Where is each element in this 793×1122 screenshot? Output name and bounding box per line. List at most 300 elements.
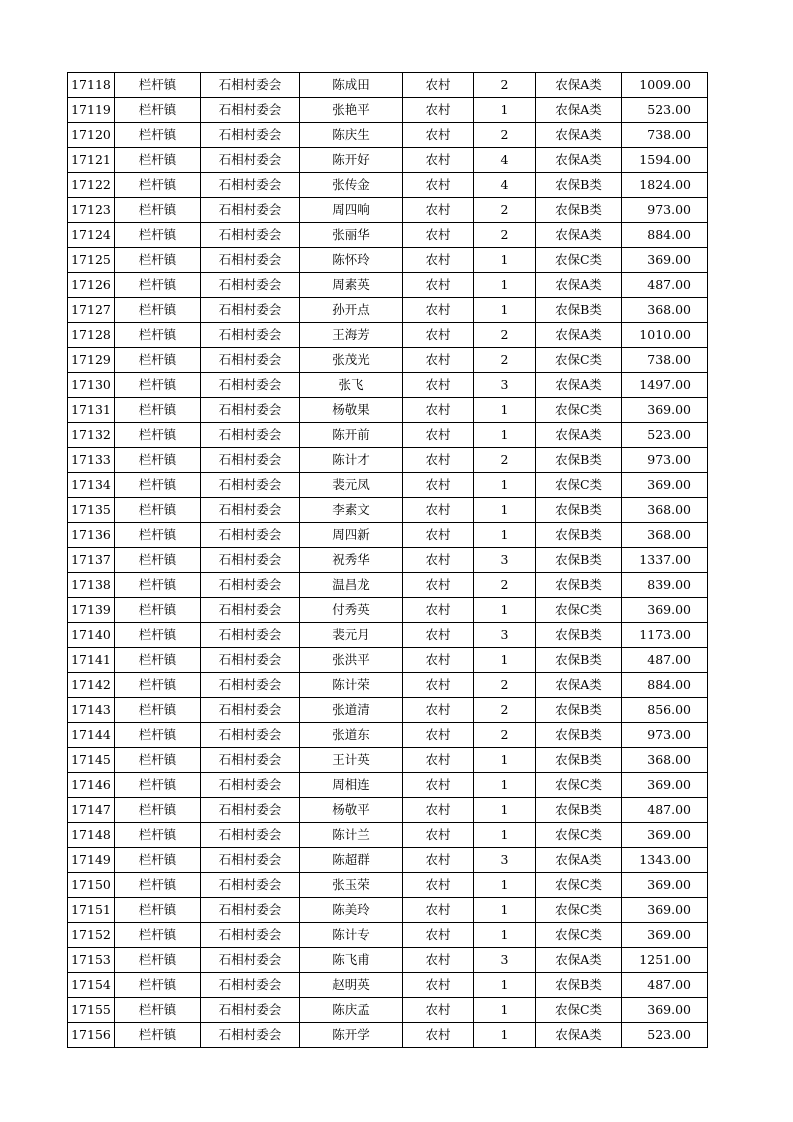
- member-count-cell: 1: [474, 648, 536, 673]
- member-count-cell: 1: [474, 398, 536, 423]
- name-cell: 孙开点: [300, 298, 403, 323]
- member-count-cell: 2: [474, 198, 536, 223]
- insurance-category-cell: 农保B类: [536, 498, 622, 523]
- village-cell: 石相村委会: [201, 273, 300, 298]
- member-count-cell: 1: [474, 98, 536, 123]
- member-count-cell: 2: [474, 123, 536, 148]
- village-cell: 石相村委会: [201, 398, 300, 423]
- household-type-cell: 农村: [403, 873, 474, 898]
- insurance-category-cell: 农保B类: [536, 723, 622, 748]
- table-row: [68, 598, 708, 623]
- household-type-cell: 农村: [403, 973, 474, 998]
- insurance-category-cell: 农保B类: [536, 523, 622, 548]
- name-cell: 周四新: [300, 523, 403, 548]
- table-row: [68, 173, 708, 198]
- record-id-cell: 17133: [68, 448, 115, 473]
- household-type-cell: 农村: [403, 573, 474, 598]
- member-count-cell: 3: [474, 548, 536, 573]
- village-cell: 石相村委会: [201, 573, 300, 598]
- insurance-category-cell: 农保B类: [536, 973, 622, 998]
- insurance-category-cell: 农保B类: [536, 198, 622, 223]
- record-id-cell: 17155: [68, 998, 115, 1023]
- record-id-cell: 17148: [68, 823, 115, 848]
- table-row: [68, 423, 708, 448]
- household-type-cell: 农村: [403, 473, 474, 498]
- household-type-cell: 农村: [403, 998, 474, 1023]
- name-cell: 温昌龙: [300, 573, 403, 598]
- record-id-cell: 17154: [68, 973, 115, 998]
- amount-cell: 1343.00: [622, 848, 708, 873]
- household-type-cell: 农村: [403, 948, 474, 973]
- table-row: [68, 148, 708, 173]
- amount-cell: 369.00: [622, 398, 708, 423]
- record-id-cell: 17141: [68, 648, 115, 673]
- record-id-cell: 17137: [68, 548, 115, 573]
- member-count-cell: 3: [474, 623, 536, 648]
- name-cell: 张道东: [300, 723, 403, 748]
- insurance-category-cell: 农保C类: [536, 773, 622, 798]
- record-id-cell: 17121: [68, 148, 115, 173]
- village-cell: 石相村委会: [201, 373, 300, 398]
- insurance-category-cell: 农保B类: [536, 648, 622, 673]
- member-count-cell: 4: [474, 148, 536, 173]
- amount-cell: 523.00: [622, 1023, 708, 1048]
- member-count-cell: 1: [474, 773, 536, 798]
- village-cell: 石相村委会: [201, 873, 300, 898]
- member-count-cell: 1: [474, 523, 536, 548]
- name-cell: 陈超群: [300, 848, 403, 873]
- member-count-cell: 1: [474, 873, 536, 898]
- amount-cell: 368.00: [622, 748, 708, 773]
- amount-cell: 487.00: [622, 798, 708, 823]
- member-count-cell: 1: [474, 598, 536, 623]
- village-cell: 石相村委会: [201, 948, 300, 973]
- town-cell: 栏杆镇: [115, 98, 201, 123]
- town-cell: 栏杆镇: [115, 223, 201, 248]
- member-count-cell: 1: [474, 973, 536, 998]
- amount-cell: 369.00: [622, 248, 708, 273]
- village-cell: 石相村委会: [201, 1023, 300, 1048]
- insurance-category-cell: 农保C类: [536, 998, 622, 1023]
- town-cell: 栏杆镇: [115, 298, 201, 323]
- town-cell: 栏杆镇: [115, 573, 201, 598]
- town-cell: 栏杆镇: [115, 523, 201, 548]
- amount-cell: 1173.00: [622, 623, 708, 648]
- village-cell: 石相村委会: [201, 973, 300, 998]
- member-count-cell: 3: [474, 948, 536, 973]
- amount-cell: 369.00: [622, 998, 708, 1023]
- benefit-table: [67, 72, 708, 1048]
- amount-cell: 369.00: [622, 598, 708, 623]
- table-row: [68, 923, 708, 948]
- amount-cell: 856.00: [622, 698, 708, 723]
- record-id-cell: 17123: [68, 198, 115, 223]
- town-cell: 栏杆镇: [115, 548, 201, 573]
- member-count-cell: 1: [474, 298, 536, 323]
- name-cell: 张茂光: [300, 348, 403, 373]
- record-id-cell: 17149: [68, 848, 115, 873]
- village-cell: 石相村委会: [201, 773, 300, 798]
- village-cell: 石相村委会: [201, 248, 300, 273]
- member-count-cell: 1: [474, 898, 536, 923]
- amount-cell: 368.00: [622, 523, 708, 548]
- village-cell: 石相村委会: [201, 823, 300, 848]
- name-cell: 陈计兰: [300, 823, 403, 848]
- village-cell: 石相村委会: [201, 198, 300, 223]
- town-cell: 栏杆镇: [115, 873, 201, 898]
- household-type-cell: 农村: [403, 898, 474, 923]
- village-cell: 石相村委会: [201, 473, 300, 498]
- amount-cell: 884.00: [622, 673, 708, 698]
- record-id-cell: 17138: [68, 573, 115, 598]
- town-cell: 栏杆镇: [115, 948, 201, 973]
- amount-cell: 487.00: [622, 973, 708, 998]
- member-count-cell: 1: [474, 1023, 536, 1048]
- name-cell: 陈计专: [300, 923, 403, 948]
- village-cell: 石相村委会: [201, 898, 300, 923]
- table-row: [68, 498, 708, 523]
- name-cell: 杨敬果: [300, 398, 403, 423]
- household-type-cell: 农村: [403, 448, 474, 473]
- record-id-cell: 17139: [68, 598, 115, 623]
- amount-cell: 487.00: [622, 648, 708, 673]
- record-id-cell: 17152: [68, 923, 115, 948]
- record-id-cell: 17129: [68, 348, 115, 373]
- village-cell: 石相村委会: [201, 648, 300, 673]
- table-row: [68, 623, 708, 648]
- town-cell: 栏杆镇: [115, 248, 201, 273]
- amount-cell: 1251.00: [622, 948, 708, 973]
- record-id-cell: 17131: [68, 398, 115, 423]
- record-id-cell: 17147: [68, 798, 115, 823]
- member-count-cell: 2: [474, 673, 536, 698]
- name-cell: 张丽华: [300, 223, 403, 248]
- town-cell: 栏杆镇: [115, 173, 201, 198]
- household-type-cell: 农村: [403, 523, 474, 548]
- member-count-cell: 1: [474, 423, 536, 448]
- insurance-category-cell: 农保A类: [536, 848, 622, 873]
- insurance-category-cell: 农保B类: [536, 298, 622, 323]
- village-cell: 石相村委会: [201, 698, 300, 723]
- table-row: [68, 873, 708, 898]
- name-cell: 张飞: [300, 373, 403, 398]
- town-cell: 栏杆镇: [115, 673, 201, 698]
- record-id-cell: 17143: [68, 698, 115, 723]
- record-id-cell: 17146: [68, 773, 115, 798]
- household-type-cell: 农村: [403, 923, 474, 948]
- town-cell: 栏杆镇: [115, 123, 201, 148]
- insurance-category-cell: 农保A类: [536, 323, 622, 348]
- table-row: [68, 823, 708, 848]
- table-row: [68, 948, 708, 973]
- town-cell: 栏杆镇: [115, 723, 201, 748]
- name-cell: 陈计荣: [300, 673, 403, 698]
- amount-cell: 884.00: [622, 223, 708, 248]
- town-cell: 栏杆镇: [115, 773, 201, 798]
- amount-cell: 839.00: [622, 573, 708, 598]
- village-cell: 石相村委会: [201, 723, 300, 748]
- member-count-cell: 4: [474, 173, 536, 198]
- town-cell: 栏杆镇: [115, 973, 201, 998]
- insurance-category-cell: 农保A类: [536, 73, 622, 98]
- member-count-cell: 1: [474, 748, 536, 773]
- insurance-category-cell: 农保A类: [536, 673, 622, 698]
- amount-cell: 487.00: [622, 273, 708, 298]
- member-count-cell: 2: [474, 348, 536, 373]
- household-type-cell: 农村: [403, 698, 474, 723]
- amount-cell: 369.00: [622, 873, 708, 898]
- table-row: [68, 1023, 708, 1048]
- table-row: [68, 573, 708, 598]
- record-id-cell: 17124: [68, 223, 115, 248]
- table-row: [68, 123, 708, 148]
- amount-cell: 369.00: [622, 823, 708, 848]
- table-row: [68, 548, 708, 573]
- village-cell: 石相村委会: [201, 748, 300, 773]
- member-count-cell: 1: [474, 248, 536, 273]
- amount-cell: 1337.00: [622, 548, 708, 573]
- name-cell: 张洪平: [300, 648, 403, 673]
- name-cell: 周四响: [300, 198, 403, 223]
- name-cell: 张传金: [300, 173, 403, 198]
- table-row: [68, 373, 708, 398]
- name-cell: 张艳平: [300, 98, 403, 123]
- village-cell: 石相村委会: [201, 348, 300, 373]
- town-cell: 栏杆镇: [115, 748, 201, 773]
- record-id-cell: 17130: [68, 373, 115, 398]
- village-cell: 石相村委会: [201, 298, 300, 323]
- table-row: [68, 273, 708, 298]
- village-cell: 石相村委会: [201, 98, 300, 123]
- household-type-cell: 农村: [403, 298, 474, 323]
- insurance-category-cell: 农保C类: [536, 348, 622, 373]
- village-cell: 石相村委会: [201, 848, 300, 873]
- insurance-category-cell: 农保B类: [536, 623, 622, 648]
- household-type-cell: 农村: [403, 648, 474, 673]
- household-type-cell: 农村: [403, 1023, 474, 1048]
- insurance-category-cell: 农保B类: [536, 573, 622, 598]
- village-cell: 石相村委会: [201, 448, 300, 473]
- household-type-cell: 农村: [403, 548, 474, 573]
- name-cell: 张道清: [300, 698, 403, 723]
- household-type-cell: 农村: [403, 323, 474, 348]
- insurance-category-cell: 农保A类: [536, 98, 622, 123]
- town-cell: 栏杆镇: [115, 698, 201, 723]
- household-type-cell: 农村: [403, 823, 474, 848]
- household-type-cell: 农村: [403, 98, 474, 123]
- insurance-category-cell: 农保C类: [536, 923, 622, 948]
- member-count-cell: 1: [474, 923, 536, 948]
- table-row: [68, 973, 708, 998]
- member-count-cell: 3: [474, 848, 536, 873]
- village-cell: 石相村委会: [201, 623, 300, 648]
- record-id-cell: 17132: [68, 423, 115, 448]
- name-cell: 周相连: [300, 773, 403, 798]
- village-cell: 石相村委会: [201, 673, 300, 698]
- member-count-cell: 2: [474, 573, 536, 598]
- village-cell: 石相村委会: [201, 548, 300, 573]
- town-cell: 栏杆镇: [115, 448, 201, 473]
- household-type-cell: 农村: [403, 423, 474, 448]
- name-cell: 王计英: [300, 748, 403, 773]
- household-type-cell: 农村: [403, 173, 474, 198]
- record-id-cell: 17135: [68, 498, 115, 523]
- record-id-cell: 17156: [68, 1023, 115, 1048]
- table-row: [68, 848, 708, 873]
- insurance-category-cell: 农保A类: [536, 223, 622, 248]
- household-type-cell: 农村: [403, 598, 474, 623]
- town-cell: 栏杆镇: [115, 623, 201, 648]
- member-count-cell: 2: [474, 223, 536, 248]
- amount-cell: 369.00: [622, 923, 708, 948]
- amount-cell: 973.00: [622, 198, 708, 223]
- village-cell: 石相村委会: [201, 123, 300, 148]
- amount-cell: 973.00: [622, 723, 708, 748]
- amount-cell: 1010.00: [622, 323, 708, 348]
- amount-cell: 369.00: [622, 473, 708, 498]
- insurance-category-cell: 农保A类: [536, 1023, 622, 1048]
- table-row: [68, 798, 708, 823]
- record-id-cell: 17118: [68, 73, 115, 98]
- household-type-cell: 农村: [403, 673, 474, 698]
- town-cell: 栏杆镇: [115, 73, 201, 98]
- amount-cell: 738.00: [622, 348, 708, 373]
- record-id-cell: 17151: [68, 898, 115, 923]
- household-type-cell: 农村: [403, 73, 474, 98]
- insurance-category-cell: 农保A类: [536, 148, 622, 173]
- town-cell: 栏杆镇: [115, 848, 201, 873]
- member-count-cell: 2: [474, 73, 536, 98]
- household-type-cell: 农村: [403, 848, 474, 873]
- village-cell: 石相村委会: [201, 998, 300, 1023]
- table-row: [68, 748, 708, 773]
- village-cell: 石相村委会: [201, 498, 300, 523]
- town-cell: 栏杆镇: [115, 598, 201, 623]
- record-id-cell: 17140: [68, 623, 115, 648]
- table-row: [68, 723, 708, 748]
- table-row: [68, 698, 708, 723]
- town-cell: 栏杆镇: [115, 998, 201, 1023]
- village-cell: 石相村委会: [201, 148, 300, 173]
- record-id-cell: 17128: [68, 323, 115, 348]
- household-type-cell: 农村: [403, 498, 474, 523]
- amount-cell: 369.00: [622, 773, 708, 798]
- household-type-cell: 农村: [403, 223, 474, 248]
- insurance-category-cell: 农保B类: [536, 448, 622, 473]
- town-cell: 栏杆镇: [115, 148, 201, 173]
- name-cell: 周素英: [300, 273, 403, 298]
- insurance-category-cell: 农保A类: [536, 948, 622, 973]
- table-row: [68, 223, 708, 248]
- record-id-cell: 17120: [68, 123, 115, 148]
- table-row: [68, 298, 708, 323]
- village-cell: 石相村委会: [201, 523, 300, 548]
- record-id-cell: 17119: [68, 98, 115, 123]
- table-row: [68, 248, 708, 273]
- member-count-cell: 2: [474, 323, 536, 348]
- amount-cell: 369.00: [622, 898, 708, 923]
- member-count-cell: 1: [474, 273, 536, 298]
- town-cell: 栏杆镇: [115, 398, 201, 423]
- insurance-category-cell: 农保C类: [536, 823, 622, 848]
- record-id-cell: 17150: [68, 873, 115, 898]
- insurance-category-cell: 农保A类: [536, 123, 622, 148]
- town-cell: 栏杆镇: [115, 648, 201, 673]
- town-cell: 栏杆镇: [115, 198, 201, 223]
- village-cell: 石相村委会: [201, 223, 300, 248]
- name-cell: 付秀英: [300, 598, 403, 623]
- household-type-cell: 农村: [403, 148, 474, 173]
- town-cell: 栏杆镇: [115, 348, 201, 373]
- table-row: [68, 98, 708, 123]
- table-row: [68, 198, 708, 223]
- table-row: [68, 323, 708, 348]
- member-count-cell: 3: [474, 373, 536, 398]
- town-cell: 栏杆镇: [115, 798, 201, 823]
- record-id-cell: 17142: [68, 673, 115, 698]
- name-cell: 陈庆生: [300, 123, 403, 148]
- village-cell: 石相村委会: [201, 73, 300, 98]
- record-id-cell: 17122: [68, 173, 115, 198]
- household-type-cell: 农村: [403, 198, 474, 223]
- member-count-cell: 1: [474, 498, 536, 523]
- village-cell: 石相村委会: [201, 423, 300, 448]
- insurance-category-cell: 农保A类: [536, 423, 622, 448]
- amount-cell: 1824.00: [622, 173, 708, 198]
- household-type-cell: 农村: [403, 723, 474, 748]
- record-id-cell: 17144: [68, 723, 115, 748]
- insurance-category-cell: 农保A类: [536, 273, 622, 298]
- record-id-cell: 17125: [68, 248, 115, 273]
- household-type-cell: 农村: [403, 773, 474, 798]
- insurance-category-cell: 农保C类: [536, 873, 622, 898]
- insurance-category-cell: 农保C类: [536, 898, 622, 923]
- record-id-cell: 17153: [68, 948, 115, 973]
- town-cell: 栏杆镇: [115, 923, 201, 948]
- town-cell: 栏杆镇: [115, 1023, 201, 1048]
- insurance-category-cell: 农保C类: [536, 598, 622, 623]
- table-row: [68, 523, 708, 548]
- village-cell: 石相村委会: [201, 173, 300, 198]
- village-cell: 石相村委会: [201, 923, 300, 948]
- name-cell: 陈开好: [300, 148, 403, 173]
- town-cell: 栏杆镇: [115, 498, 201, 523]
- town-cell: 栏杆镇: [115, 473, 201, 498]
- amount-cell: 973.00: [622, 448, 708, 473]
- amount-cell: 368.00: [622, 498, 708, 523]
- name-cell: 陈庆孟: [300, 998, 403, 1023]
- insurance-category-cell: 农保B类: [536, 748, 622, 773]
- member-count-cell: 1: [474, 798, 536, 823]
- table-row: [68, 673, 708, 698]
- household-type-cell: 农村: [403, 398, 474, 423]
- amount-cell: 1594.00: [622, 148, 708, 173]
- name-cell: 陈开前: [300, 423, 403, 448]
- table-row: [68, 398, 708, 423]
- name-cell: 赵明英: [300, 973, 403, 998]
- town-cell: 栏杆镇: [115, 273, 201, 298]
- name-cell: 陈飞甫: [300, 948, 403, 973]
- village-cell: 石相村委会: [201, 598, 300, 623]
- amount-cell: 1497.00: [622, 373, 708, 398]
- household-type-cell: 农村: [403, 248, 474, 273]
- table-row: [68, 898, 708, 923]
- household-type-cell: 农村: [403, 373, 474, 398]
- record-id-cell: 17145: [68, 748, 115, 773]
- town-cell: 栏杆镇: [115, 823, 201, 848]
- village-cell: 石相村委会: [201, 323, 300, 348]
- name-cell: 杨敬平: [300, 798, 403, 823]
